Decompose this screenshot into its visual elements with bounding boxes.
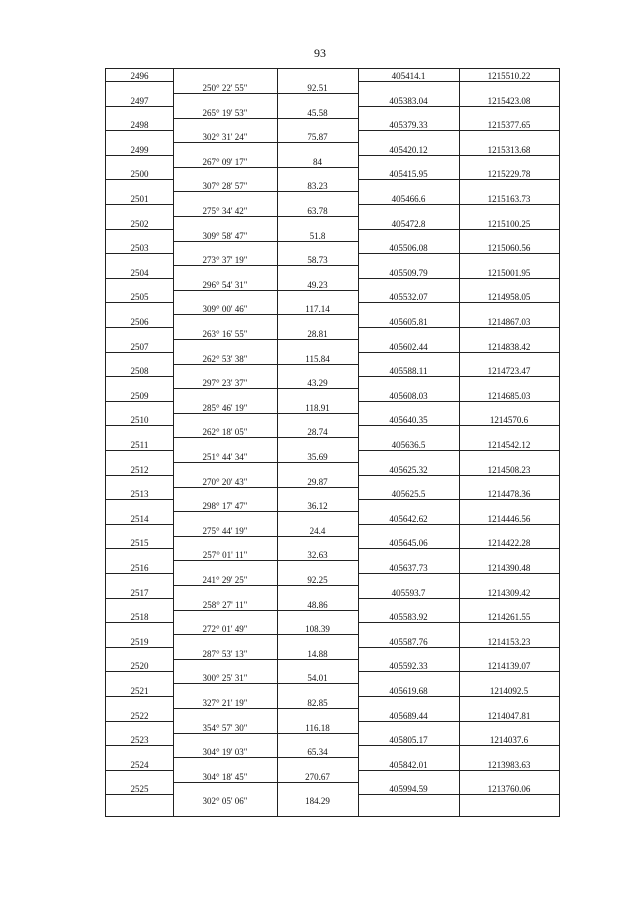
coordinate-x: 405636.5 (391, 440, 426, 450)
coordinate-y: 1214958.05 (487, 292, 531, 303)
rule-line (358, 598, 559, 599)
segment-length: 117.14 (305, 304, 330, 315)
bearing-angle: 262° 18' 05" (202, 427, 248, 438)
coordinate-y: 1215060.56 (487, 243, 531, 254)
table-row (106, 217, 559, 242)
bearing-angle: 275° 44' 19" (202, 525, 248, 536)
segment-length: 29.87 (307, 476, 328, 487)
segment-length: 92.51 (307, 83, 328, 93)
segment-length: 84 (313, 156, 322, 167)
rule-line (358, 302, 559, 303)
bearing-angle: 309° 00' 46" (202, 304, 248, 315)
coordinate-y: 1215001.95 (487, 267, 531, 278)
coordinate-y: 1213983.63 (487, 759, 531, 770)
segment-length: 116.18 (305, 722, 330, 733)
point-id: 2515 (130, 538, 149, 549)
bearing-angle: 267° 09' 17" (202, 156, 248, 167)
segment-length: 75.87 (307, 132, 328, 143)
segment-length: 54.01 (307, 673, 328, 684)
coordinate-x: 405625.5 (391, 489, 426, 500)
rule-line (358, 475, 559, 476)
point-id: 2506 (130, 317, 149, 327)
table-row (106, 684, 559, 709)
bearing-angle: 285° 46' 19" (202, 402, 248, 413)
table-row (106, 167, 559, 192)
segment-length: 51.8 (309, 230, 326, 241)
coordinate-x: 405645.06 (389, 538, 428, 549)
rule-line (106, 106, 173, 107)
coordinate-x: 405842.01 (389, 759, 428, 770)
segment-length: 108.39 (305, 624, 330, 635)
point-id: 2501 (130, 194, 149, 204)
segment-length: 28.81 (307, 329, 328, 339)
bearing-angle: 270° 20' 43" (202, 476, 248, 487)
coordinate-x: 405466.6 (391, 194, 426, 204)
rule-line (106, 696, 173, 697)
point-id: 2525 (130, 784, 149, 795)
segment-length: 36.12 (307, 501, 328, 512)
table-row (106, 315, 559, 340)
coordinate-x: 405805.17 (389, 735, 428, 746)
point-id: 2511 (130, 440, 149, 450)
bearing-angle: 354° 57' 30" (202, 722, 248, 733)
point-id: 2521 (130, 686, 149, 696)
point-id: 2503 (130, 243, 149, 254)
coordinate-x: 405608.03 (389, 390, 428, 401)
rule-line (106, 450, 173, 451)
coordinate-x: 405415.95 (389, 169, 428, 180)
bearing-angle: 304° 19' 03" (202, 747, 248, 758)
bearing-angle: 296° 54' 31" (202, 279, 248, 290)
rule-line (358, 573, 559, 574)
point-id: 2507 (130, 341, 149, 352)
rule-line (106, 671, 173, 672)
coordinate-y: 1214309.42 (487, 587, 531, 598)
coordinate-y: 1215377.65 (487, 120, 531, 131)
rule-line (106, 622, 173, 623)
rule-line (358, 352, 559, 353)
table-row (106, 69, 559, 94)
table-row (106, 659, 559, 684)
table-row (106, 758, 559, 783)
coordinate-x: 405637.73 (389, 563, 428, 573)
rule-line (106, 327, 173, 328)
coordinate-y: 1214508.23 (487, 464, 531, 475)
coordinate-y: 1214867.03 (487, 317, 531, 327)
table-row (106, 143, 559, 168)
bearing-angle: 272° 01' 49" (202, 624, 248, 635)
coordinate-x: 405509.79 (389, 267, 428, 278)
rule-line (358, 745, 559, 746)
segment-length: 14.88 (307, 648, 328, 659)
rule-line (106, 548, 173, 549)
table-row (106, 586, 559, 611)
coordinate-y: 1215510.22 (487, 71, 531, 81)
segment-length: 32.63 (307, 550, 328, 561)
coordinate-x: 405605.81 (389, 317, 428, 327)
table-row (106, 413, 559, 438)
rule-line (106, 647, 173, 648)
coordinate-y: 1215313.68 (487, 144, 531, 155)
page-number: 93 (314, 46, 326, 60)
bearing-angle: 251° 44' 34" (202, 452, 248, 462)
rule-line (106, 352, 173, 353)
rule-line (106, 475, 173, 476)
coordinate-y: 1214570.6 (489, 415, 529, 426)
table-row (106, 241, 559, 266)
table-row (106, 512, 559, 537)
segment-length: 83.23 (307, 181, 328, 192)
table-row (106, 635, 559, 660)
coordinate-x: 405602.44 (389, 341, 428, 352)
bearing-angle: 297° 23' 37" (202, 378, 248, 389)
coordinate-y: 1214153.23 (487, 636, 531, 647)
bearing-angle: 302° 05' 06" (202, 796, 248, 807)
coordinate-x: 405994.59 (389, 784, 428, 795)
rule-line (358, 179, 559, 180)
rule-line (358, 794, 559, 795)
coordinate-y: 1214446.56 (487, 513, 531, 524)
table-row (106, 438, 559, 463)
bearing-angle: 241° 29' 25" (202, 575, 248, 585)
point-id: 2516 (130, 563, 149, 573)
point-id: 2523 (130, 735, 149, 746)
point-id: 2500 (130, 169, 149, 180)
segment-length: 115.84 (305, 353, 330, 364)
rule-line (358, 130, 559, 131)
table-row (106, 733, 559, 758)
bearing-angle: 287° 53' 13" (202, 648, 248, 659)
rule-line (358, 499, 559, 500)
coordinate-x: 405640.35 (389, 415, 428, 426)
rule-line (106, 278, 173, 279)
rule-line (358, 671, 559, 672)
rule-line (106, 770, 173, 771)
point-id: 2517 (130, 587, 149, 598)
coordinate-x: 405689.44 (389, 710, 428, 721)
table-row (106, 94, 559, 119)
rule-line (106, 745, 173, 746)
rule-line (106, 376, 173, 377)
rule-line (358, 647, 559, 648)
rule-line (106, 155, 173, 156)
coordinate-y: 1215229.78 (487, 169, 531, 180)
bearing-angle: 275° 34' 42" (202, 206, 248, 216)
point-id: 2520 (130, 661, 149, 672)
coordinate-x: 405414.1 (391, 71, 426, 81)
table-row (106, 610, 559, 635)
coordinate-y: 1214139.07 (487, 661, 531, 672)
table-row (106, 463, 559, 488)
coordinate-y: 1214542.12 (487, 440, 531, 450)
rule-line (358, 278, 559, 279)
table-row (106, 192, 559, 217)
coordinate-x: 405383.04 (389, 95, 428, 106)
bearing-angle: 302° 31' 24" (202, 132, 248, 143)
coordinate-x: 405532.07 (389, 292, 428, 303)
point-id: 2509 (130, 390, 149, 401)
rule-line (106, 524, 173, 525)
coordinates-table (105, 68, 560, 817)
rule-line (358, 770, 559, 771)
rule-line (358, 81, 559, 82)
bearing-angle: 273° 37' 19" (202, 255, 248, 266)
segment-length: 28.74 (307, 427, 328, 438)
table-row (106, 290, 559, 315)
table-row (106, 118, 559, 143)
rule-line (106, 573, 173, 574)
rule-line (106, 499, 173, 500)
rule-line (106, 401, 173, 402)
point-id: 2504 (130, 267, 149, 278)
segment-length: 118.91 (305, 402, 330, 413)
rule-line (106, 794, 173, 795)
point-id: 2502 (130, 218, 149, 229)
coordinate-x: 405619.68 (389, 686, 428, 696)
segment-length: 63.78 (307, 206, 328, 216)
table-row (106, 340, 559, 365)
bearing-angle: 258° 27' 11" (202, 599, 248, 610)
coordinate-x: 405420.12 (389, 144, 428, 155)
rule-line (358, 327, 559, 328)
segment-length: 65.34 (307, 747, 328, 758)
bearing-angle: 257° 01' 11" (202, 550, 248, 561)
bearing-angle: 263° 16' 55" (202, 329, 248, 339)
bearing-angle: 262° 53' 38" (202, 353, 248, 364)
point-id: 2512 (130, 464, 149, 475)
table-row (106, 536, 559, 561)
rule-line (106, 253, 173, 254)
rule-line (358, 204, 559, 205)
coordinate-y: 1215100.25 (487, 218, 531, 229)
bearing-angle: 298° 17' 47" (202, 501, 248, 512)
table-row (106, 561, 559, 586)
rule-line (358, 425, 559, 426)
rule-line (358, 376, 559, 377)
point-id: 2519 (130, 636, 149, 647)
point-id: 2497 (130, 95, 149, 106)
rule-line (106, 229, 173, 230)
bearing-angle: 327° 21' 19" (202, 698, 248, 708)
segment-length: 58.73 (307, 255, 328, 266)
coordinate-y: 1214723.47 (487, 366, 531, 377)
coordinate-x: 405506.08 (389, 243, 428, 254)
coordinate-y: 1214261.55 (487, 612, 531, 623)
coordinate-x: 405472.8 (391, 218, 426, 229)
point-id: 2505 (130, 292, 149, 303)
rule-line (358, 450, 559, 451)
segment-length: 35.69 (307, 452, 328, 462)
coordinate-y: 1213760.06 (487, 784, 531, 795)
rule-line (106, 721, 173, 722)
rule-line (106, 179, 173, 180)
rule-line (358, 524, 559, 525)
segment-length: 49.23 (307, 279, 328, 290)
rule-line (106, 81, 173, 82)
bearing-angle: 307° 28' 57" (202, 181, 248, 192)
point-id: 2518 (130, 612, 149, 623)
table-row (106, 364, 559, 389)
coordinate-x: 405642.62 (389, 513, 428, 524)
rule-line (358, 622, 559, 623)
table-row (106, 782, 559, 807)
segment-length: 43.29 (307, 378, 328, 389)
coordinate-y: 1214422.28 (487, 538, 531, 549)
rule-line (106, 598, 173, 599)
point-id: 2514 (130, 513, 149, 524)
coordinate-y: 1214838.42 (487, 341, 531, 352)
segment-length: 48.86 (307, 599, 328, 610)
coordinate-y: 1214037.6 (489, 735, 529, 746)
table-row (106, 487, 559, 512)
point-id: 2498 (130, 120, 149, 131)
rule-line (106, 130, 173, 131)
bearing-angle: 250° 22' 55" (202, 83, 248, 93)
point-id: 2522 (130, 710, 149, 721)
table-row (106, 389, 559, 414)
coordinate-y: 1215423.08 (487, 95, 531, 106)
segment-length: 270.67 (305, 771, 330, 782)
coordinate-y: 1214685.03 (487, 390, 531, 401)
segment-length: 184.29 (305, 796, 330, 807)
coordinate-x: 405587.76 (389, 636, 428, 647)
bearing-angle: 300° 25' 31" (202, 673, 248, 684)
coordinate-x: 405588.11 (389, 366, 428, 377)
bearing-angle: 304° 18' 45" (202, 771, 248, 782)
rule-line (358, 721, 559, 722)
rule-line (358, 229, 559, 230)
point-id: 2510 (130, 415, 149, 426)
coordinate-x: 405593.7 (391, 587, 426, 598)
point-id: 2496 (130, 71, 149, 81)
coordinate-y: 1214478.36 (487, 489, 531, 500)
point-id: 2524 (130, 759, 149, 770)
coordinate-y: 1214047.81 (487, 710, 531, 721)
coordinate-y: 1214092.5 (489, 686, 529, 696)
rule-line (358, 106, 559, 107)
point-id: 2499 (130, 144, 149, 155)
segment-length: 92.25 (307, 575, 328, 585)
coordinate-y: 1214390.48 (487, 563, 531, 573)
coordinate-x: 405625.32 (389, 464, 428, 475)
coordinate-y: 1215163.73 (487, 194, 531, 204)
coordinate-x: 405592.33 (389, 661, 428, 672)
coordinate-x: 405379.33 (389, 120, 428, 131)
bearing-angle: 309° 58' 47" (202, 230, 248, 241)
rule-line (358, 401, 559, 402)
rule-line (358, 155, 559, 156)
point-id: 2513 (130, 489, 149, 500)
table-row (106, 266, 559, 291)
rule-line (106, 204, 173, 205)
segment-length: 82.85 (307, 698, 328, 708)
segment-length: 24.4 (309, 525, 326, 536)
point-id: 2508 (130, 366, 149, 377)
rule-line (358, 253, 559, 254)
rule-line (358, 548, 559, 549)
rule-line (106, 425, 173, 426)
segment-length: 45.58 (307, 107, 328, 118)
rule-line (358, 696, 559, 697)
coordinate-x: 405583.92 (389, 612, 428, 623)
bearing-angle: 265° 19' 53" (202, 107, 248, 118)
rule-line (106, 302, 173, 303)
table-row (106, 709, 559, 734)
